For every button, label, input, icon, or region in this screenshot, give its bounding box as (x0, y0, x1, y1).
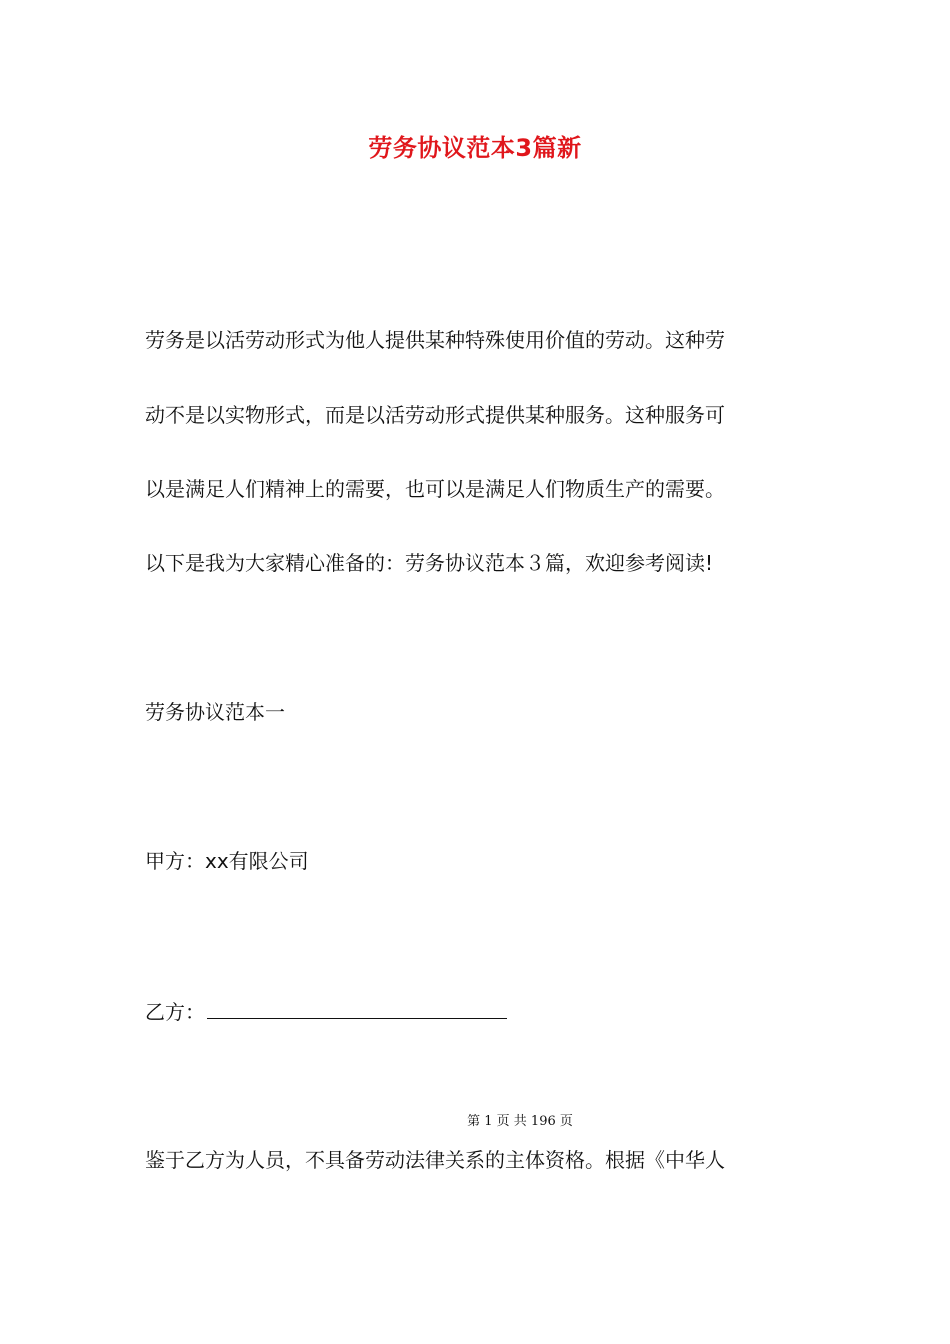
party-b-line (145, 996, 507, 1027)
body-line: 鉴于乙方为人员，不具备劳动法律关系的主体资格。根据《中华人 (145, 1148, 725, 1172)
section-heading: 劳务协议范本一 (145, 700, 285, 724)
intro-line-3: 以是满足人们精神上的需要，也可以是满足人们物质生产的需要。 (145, 477, 725, 501)
intro-line-2: 动不是以实物形式，而是以活劳动形式提供某种服务。这种服务可 (145, 403, 725, 427)
page-number-footer: 第 1 页 共 196 页 (467, 1114, 573, 1129)
party-b-blank (207, 996, 507, 1019)
party-b-label: 乙方： (145, 1000, 205, 1024)
party-a-line: 甲方：xx有限公司 (145, 849, 309, 873)
intro-line-4: 以下是我为大家精心准备的：劳务协议范本３篇，欢迎参考阅读! (145, 551, 714, 575)
document-title: 劳务协议范本3篇新 (368, 134, 582, 162)
intro-line-1: 劳务是以活劳动形式为他人提供某种特殊使用价值的劳动。这种劳 (145, 328, 725, 352)
